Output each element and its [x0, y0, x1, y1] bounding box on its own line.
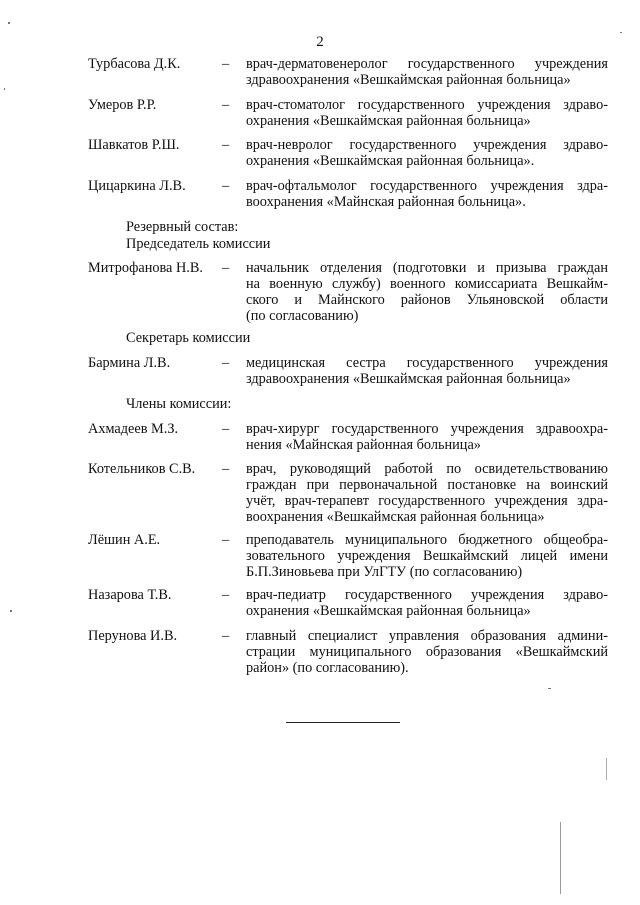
description-line: страции муниципального образования «Вешкаймский — [246, 643, 608, 660]
description-line: на военную службу) военного комиссариата Вешкайм- — [246, 275, 608, 292]
description-line: (по согласованию) — [246, 307, 359, 324]
dash: – — [222, 56, 230, 72]
dash: – — [222, 260, 230, 276]
member-description — [246, 629, 608, 677]
description-line: преподаватель муниципального бюджетного общеобра- — [246, 532, 608, 548]
member-description — [246, 533, 608, 581]
description-line: ского и Майнского районов Ульяновской области — [246, 291, 608, 308]
description-line: район» (по согласованию). — [246, 659, 409, 676]
member-description — [246, 422, 608, 454]
description-line: зовательного учреждения Вешкаймский лицей имени — [246, 547, 608, 564]
description-line: охранения «Вешкаймская районная больница» — [246, 112, 531, 129]
description-line: главный специалист управления образования админи- — [246, 628, 608, 644]
member-description — [246, 462, 608, 526]
chairman-heading: Председатель комиссии — [126, 236, 271, 252]
description-line: врач-дерматовенеролог государственного учреждения — [246, 56, 608, 72]
description-line: врач, руководящий работой по освидетельствованию — [246, 461, 608, 477]
scan-edge-line — [606, 758, 607, 780]
description-line: здравоохранения «Вешкаймская районная больница» — [246, 370, 571, 387]
member-name: Перунова И.В. — [88, 628, 178, 644]
description-line: воохранения «Вешкаймская районная больница» — [246, 508, 545, 525]
description-line: граждан при первоначальной постановке на воинский — [246, 476, 608, 493]
dash: – — [222, 421, 230, 437]
dash: – — [222, 355, 230, 371]
description-line: врач-стоматолог государственного учреждения здраво- — [246, 97, 608, 113]
description-line: начальник отделения (подготовки и призыва граждан — [246, 260, 608, 276]
entry-shavkatov — [88, 138, 608, 170]
member-name: Турбасова Д.К. — [88, 56, 181, 72]
dash: – — [222, 178, 230, 194]
dash: – — [222, 628, 230, 644]
entry-akhmadeev — [88, 422, 608, 454]
entry-mitrofanova — [88, 261, 608, 325]
member-name: Назарова Т.В. — [88, 587, 172, 603]
dash: – — [222, 587, 230, 603]
member-name: Котельников С.В. — [88, 461, 196, 477]
description-line: медицинская сестра государственного учреждения — [246, 355, 608, 371]
description-line: врач-хирург государственного учреждения здравоохра- — [246, 421, 608, 437]
member-name: Умеров Р.Р. — [88, 97, 157, 113]
entry-perunova — [88, 629, 608, 677]
description-line: врач-педиатр государственного учреждения здраво- — [246, 587, 608, 603]
entry-leshin — [88, 533, 608, 581]
description-line: врач-офтальмолог государственного учреждения здра- — [246, 178, 608, 194]
description-line: охранения «Вешкаймская районная больница» — [246, 602, 531, 619]
member-name: Ахмадеев М.З. — [88, 421, 179, 437]
description-line: воохранения «Майнская районная больница». — [246, 193, 526, 210]
member-description — [246, 98, 608, 130]
end-rule — [286, 722, 400, 723]
member-name: Митрофанова Н.В. — [88, 260, 203, 276]
scan-speck — [620, 32, 622, 33]
scan-edge-line — [560, 822, 561, 894]
entry-tsitsarkina — [88, 179, 608, 211]
description-line: здравоохранения «Вешкаймская районная больница» — [246, 71, 571, 88]
reserve-heading: Резервный состав: — [126, 219, 239, 235]
member-description — [246, 57, 608, 89]
scan-speck — [548, 688, 551, 689]
dash: – — [222, 97, 230, 113]
dash: – — [222, 461, 230, 477]
member-name: Шавкатов Р.Ш. — [88, 137, 180, 153]
member-name: Бармина Л.В. — [88, 355, 171, 371]
description-line: нения «Майнская районная больница» — [246, 436, 481, 453]
secretary-heading: Секретарь комиссии — [126, 330, 251, 346]
member-description — [246, 588, 608, 620]
description-line: учёт, врач-терапевт государственного учреждения здра- — [246, 492, 608, 509]
description-line: врач-невролог государственного учреждения здраво- — [246, 137, 608, 153]
description-line: Б.П.Зиновьева при УлГТУ (по согласованию) — [246, 563, 523, 580]
entry-barmina — [88, 356, 608, 388]
members-heading: Члены комиссии: — [126, 396, 232, 412]
dash: – — [222, 532, 230, 548]
scan-speck — [10, 610, 12, 612]
entry-nazarova — [88, 588, 608, 620]
entry-kotelnikov — [88, 462, 608, 526]
description-line: охранения «Вешкаймская районная больница». — [246, 152, 535, 169]
scan-speck — [8, 22, 10, 24]
dash: – — [222, 137, 230, 153]
member-description — [246, 261, 608, 325]
entry-turbasova — [88, 57, 608, 89]
entry-umerov — [88, 98, 608, 130]
member-description — [246, 179, 608, 211]
member-name: Лёшин А.Е. — [88, 532, 161, 548]
member-description — [246, 138, 608, 170]
member-name: Цицаркина Л.В. — [88, 178, 186, 194]
scan-speck — [4, 88, 5, 90]
page-number: 2 — [316, 34, 324, 50]
member-description — [246, 356, 608, 388]
